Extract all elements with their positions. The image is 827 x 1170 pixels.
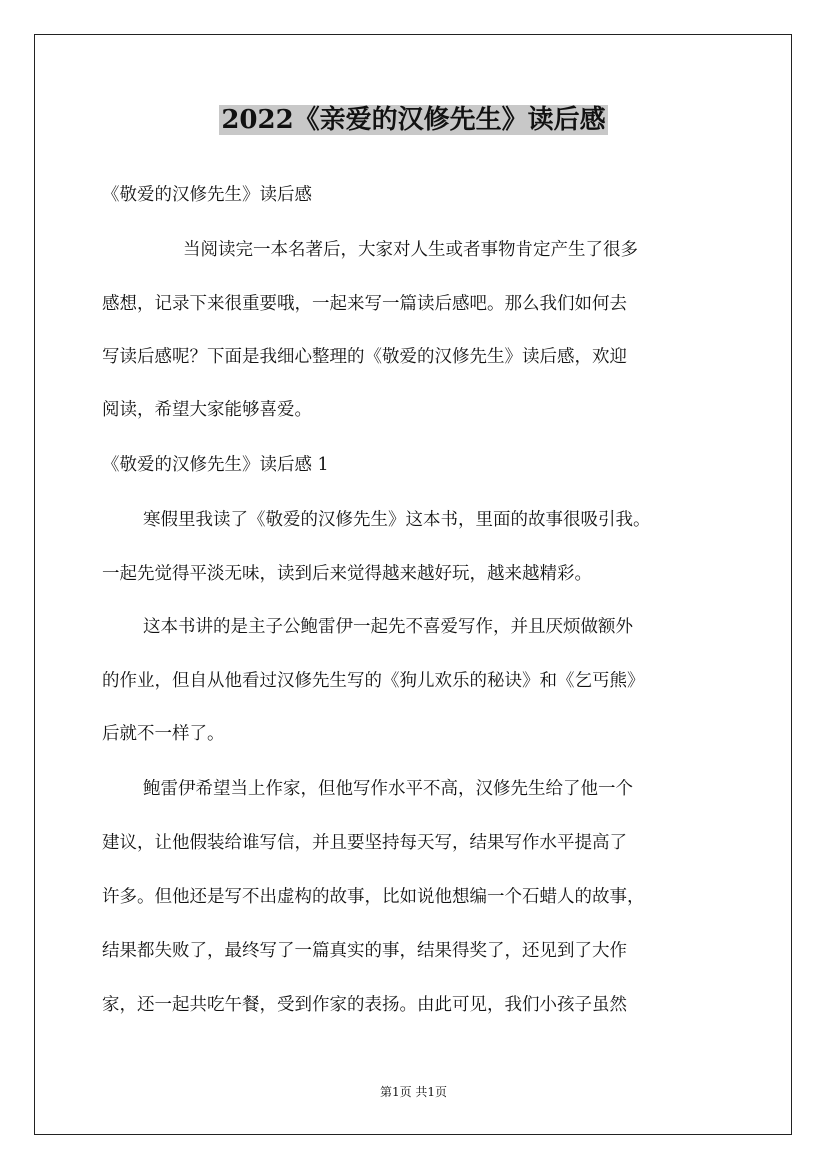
page-footer: 第1页 共1页 xyxy=(379,1085,448,1099)
text-line: 《敬爱的汉修先生》读后感 xyxy=(102,185,312,205)
text-line: 建议，让他假装给谁写信，并且要坚持每天写，结果写作水平提高了 xyxy=(102,833,627,853)
text-line: 这本书讲的是主子公鲍雷伊一起先不喜爱写作，并且厌烦做额外 xyxy=(143,617,633,637)
text-line: 家，还一起共吃午餐，受到作家的表扬。由此可见，我们小孩子虽然 xyxy=(102,995,627,1015)
text-line: 的作业，但自从他看过汉修先生写的《狗儿欢乐的秘诀》和《乞丐熊》 xyxy=(102,671,645,691)
text-line: 一起先觉得平淡无味，读到后来觉得越来越好玩，越来越精彩。 xyxy=(102,564,592,584)
text-line: 寒假里我读了《敬爱的汉修先生》这本书，里面的故事很吸引我。 xyxy=(143,510,651,530)
text-line: 阅读，希望大家能够喜爱。 xyxy=(102,400,312,420)
text-line: 写读后感呢？下面是我细心整理的《敬爱的汉修先生》读后感，欢迎 xyxy=(102,347,627,367)
text-line: 感想，记录下来很重要哦，一起来写一篇读后感吧。那么我们如何去 xyxy=(102,294,627,314)
text-line: 结果都失败了，最终写了一篇真实的事，结果得奖了，还见到了大作 xyxy=(102,941,627,961)
document-title xyxy=(0,100,827,140)
text-line: 当阅读完一本名著后，大家对人生或者事物肯定产生了很多 xyxy=(183,240,638,260)
document-title-text: 2022《亲爱的汉修先生》读后感 xyxy=(221,105,606,135)
text-line: 许多。但他还是写不出虚构的故事，比如说他想编一个石蜡人的故事， xyxy=(102,887,645,907)
text-line: 后就不一样了。 xyxy=(102,724,225,744)
section-heading: 《敬爱的汉修先生》读后感 1 xyxy=(102,455,329,475)
text-line: 鲍雷伊希望当上作家，但他写作水平不高，汉修先生给了他一个 xyxy=(143,779,633,799)
